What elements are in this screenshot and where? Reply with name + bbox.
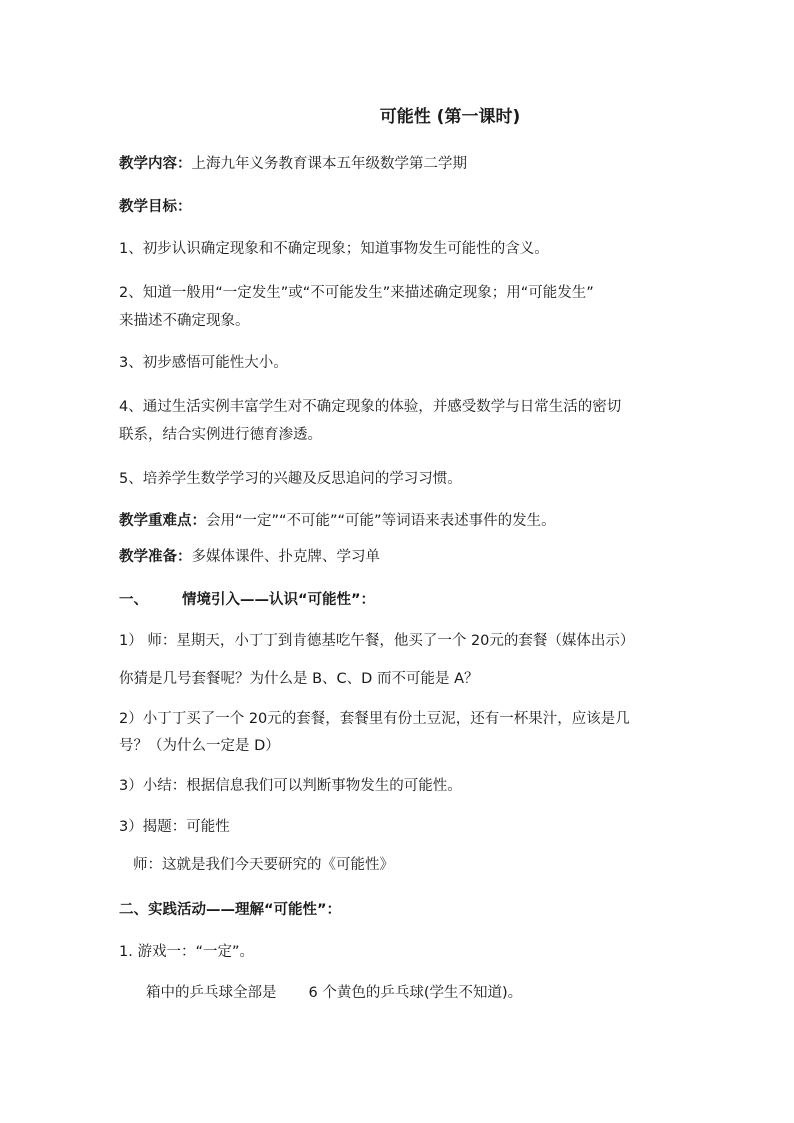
teaching-prep-text: 多媒体课件、扑克牌、学习单 bbox=[191, 549, 380, 565]
section-one-line: 师：这就是我们今天要研究的《可能性》 bbox=[133, 857, 394, 873]
section-one-line: 号？（为什么一定是 D） bbox=[119, 738, 280, 754]
teaching-content-text: 上海九年义务教育课本五年级数学第二学期 bbox=[191, 156, 467, 172]
goal-line: 3、初步感悟可能性大小。 bbox=[119, 355, 288, 371]
teaching-content bbox=[119, 152, 699, 176]
goal-line: 来描述不确定现象。 bbox=[119, 313, 250, 329]
game-one-heading: 1. 游戏一：“一定”。 bbox=[119, 944, 254, 960]
goal-line: 4、通过生活实例丰富学生对不确定现象的体验，并感受数学与日常生活的密切 bbox=[119, 399, 622, 415]
goal-line: 1、初步认识确定现象和不确定现象；知道事物发生可能性的含义。 bbox=[119, 241, 549, 257]
section-one-line: 2）小丁丁买了一个 20元的套餐，套餐里有份土豆泥，还有一杯果汁，应该是几 bbox=[119, 711, 630, 727]
section-one-line: 3）揭题：可能性 bbox=[119, 819, 230, 835]
section-one-heading bbox=[119, 588, 699, 612]
goal-line: 5、培养学生数学学习的兴趣及反思追问的学习习惯。 bbox=[119, 471, 462, 487]
box-description-part-b: 6 个黄色的乒乓球(学生不知道)。 bbox=[308, 985, 523, 1001]
page-title: 可能性 (第一课时) bbox=[379, 107, 521, 127]
section-one-line: 1） 师：星期天，小丁丁到肯德基吃午餐，他买了一个 20元的套餐（媒体出示） bbox=[119, 633, 635, 649]
section-one-number: 一、 bbox=[119, 592, 148, 608]
teaching-prep bbox=[119, 545, 699, 569]
box-description bbox=[146, 981, 726, 1005]
section-one-line: 你猜是几号套餐呢？为什么是 B、C、D 而不可能是 A？ bbox=[119, 671, 479, 687]
box-description-part-a: 箱中的乒乓球全部是 bbox=[146, 985, 277, 1001]
teaching-prep-label: 教学准备： bbox=[119, 549, 192, 565]
teaching-goals-heading: 教学目标： bbox=[119, 199, 192, 215]
goal-line: 联系，结合实例进行德育渗透。 bbox=[119, 427, 322, 443]
key-difficulty bbox=[119, 509, 699, 533]
section-one-line: 3）小结：根据信息我们可以判断事物发生的可能性。 bbox=[119, 778, 462, 794]
section-two-heading: 二、实践活动——理解“可能性”： bbox=[119, 902, 342, 918]
key-difficulty-text: 会用“一定”“不可能”“可能”等词语来表述事件的发生。 bbox=[206, 513, 556, 529]
teaching-content-label: 教学内容： bbox=[119, 156, 192, 172]
key-difficulty-label: 教学重难点： bbox=[119, 513, 206, 529]
section-one-title: 情境引入——认识“可能性”： bbox=[182, 592, 376, 608]
goal-line: 2、知道一般用“一定发生”或“不可能发生”来描述确定现象；用“可能发生” bbox=[119, 285, 594, 301]
